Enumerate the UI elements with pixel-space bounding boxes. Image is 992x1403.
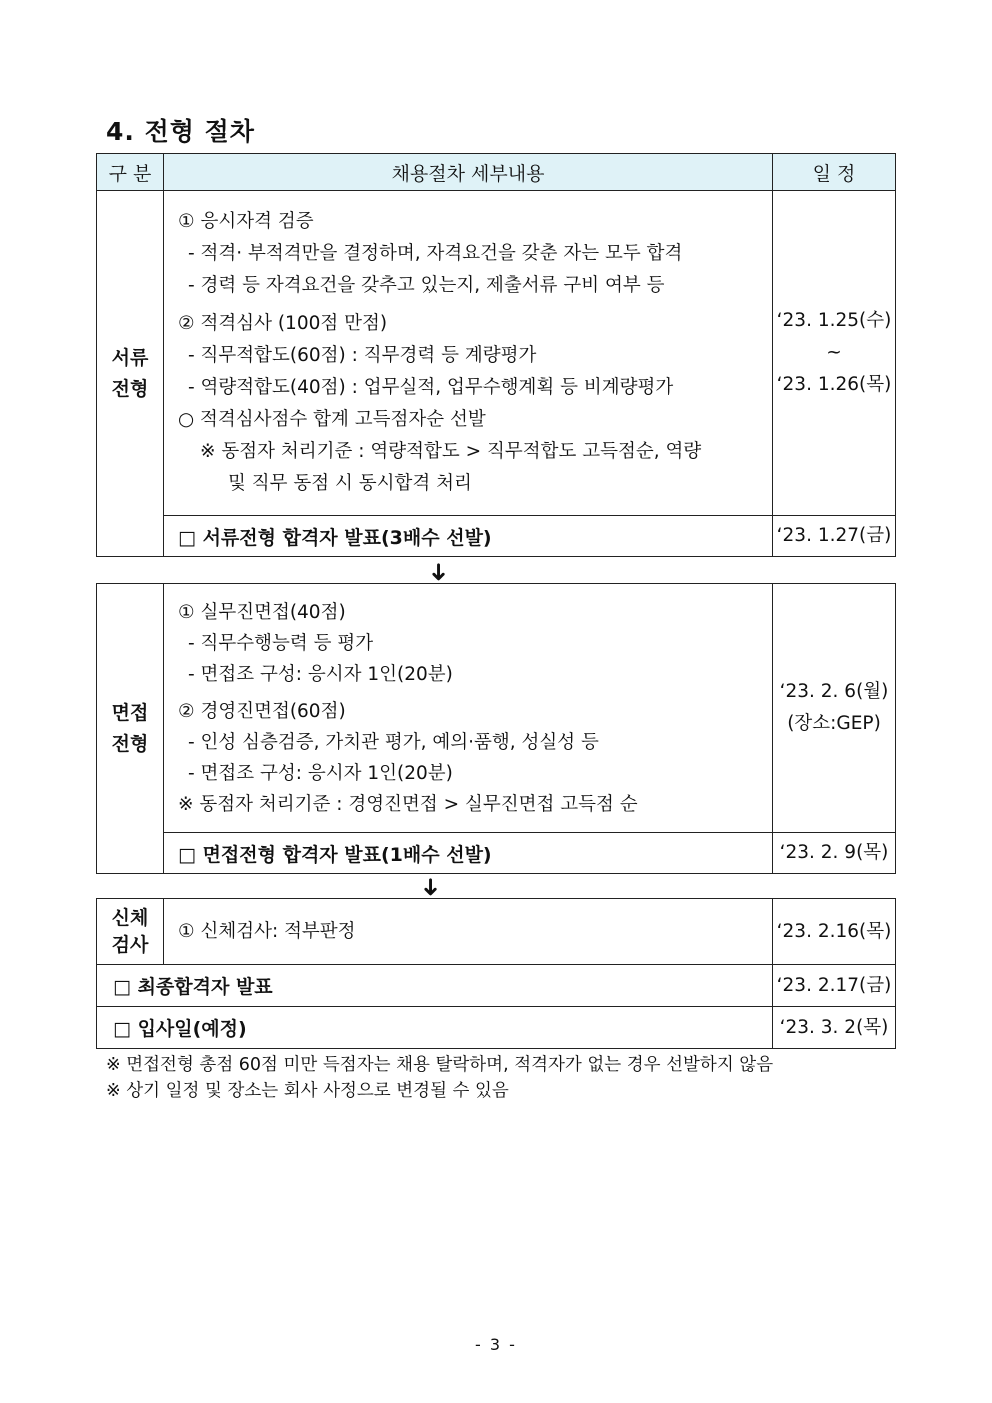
stage3-details — [164, 899, 773, 965]
footnotes — [106, 1052, 773, 1104]
detail-line: - 경력 등 자격요건을 갖추고 있는지, 제출서류 구비 여부 등 — [188, 275, 665, 296]
detail-line: ② 적격심사 (100점 만점) — [178, 313, 388, 334]
detail-line: - 직무적합도(60점) : 직무경력 등 계량평가 — [188, 345, 537, 366]
stage3-row — [97, 899, 896, 965]
footnote: ※ 상기 일정 및 장소는 회사 사정으로 변경될 수 있음 — [106, 1081, 509, 1101]
stage1-details — [164, 191, 773, 516]
stage2-announcement: □ 면접전형 합격자 발표(1배수 선발) — [164, 833, 773, 874]
header-details: 채용절차 세부내용 — [164, 154, 773, 191]
detail-line: ② 경영진면접(60점) — [178, 700, 346, 722]
stage2-row — [97, 584, 896, 833]
final-announcement: □ 최종합격자 발표 — [97, 965, 773, 1007]
detail-line: - 역량적합도(40점) : 업무실적, 업무수행계획 등 비계량평가 — [188, 377, 674, 398]
stage1-row — [97, 191, 896, 516]
detail-line: - 적격· 부적격만을 결정하며, 자격요건을 갖춘 자는 모두 합격 — [188, 243, 683, 264]
detail-line: - 직무수행능력 등 평가 — [188, 632, 374, 654]
interview-table — [96, 583, 896, 874]
join-date: ‘23. 3. 2(목) — [773, 1007, 896, 1049]
join-date-row — [97, 1007, 896, 1049]
detail-line: - 면접조 구성: 응시자 1인(20분) — [188, 663, 453, 685]
stage2-category: 면접 전형 — [97, 584, 164, 874]
detail-line: - 인성 심층검증, 가치관 평가, 예의·품행, 성실성 등 — [188, 731, 599, 753]
detail-line: ① 신체검사: 적부판정 — [178, 920, 356, 942]
down-arrow-icon: ➜ — [417, 876, 446, 898]
table-header-row — [97, 154, 896, 191]
stage1-announcement-date: ‘23. 1.27(금) — [773, 516, 896, 557]
detail-line: ① 응시자격 검증 — [178, 211, 314, 232]
stage3-schedule: ‘23. 2.16(목) — [773, 899, 896, 965]
header-schedule: 일 정 — [773, 154, 896, 191]
final-steps-table — [96, 898, 896, 1049]
stage2-announcement-row — [97, 833, 896, 874]
detail-line: ① 실무진면접(40점) — [178, 601, 346, 623]
footnote: ※ 면접전형 총점 60점 미만 득점자는 채용 탈락하며, 적격자가 없는 경우 선발하지 않음 — [106, 1055, 774, 1075]
detail-line: 및 직무 동점 시 동시합격 처리 — [228, 473, 472, 494]
stage2-details — [164, 584, 773, 833]
detail-line: ○ 적격심사점수 합계 고득점자순 선발 — [178, 409, 486, 430]
join-date-label: □ 입사일(예정) — [97, 1007, 773, 1049]
down-arrow-icon: ➜ — [425, 561, 454, 583]
final-announcement-row — [97, 965, 896, 1007]
final-announcement-date: ‘23. 2.17(금) — [773, 965, 896, 1007]
detail-line: - 면접조 구성: 응시자 1인(20분) — [188, 762, 453, 784]
page-number: - 3 - — [475, 1335, 517, 1354]
stage3-category: 신체 검사 — [97, 899, 164, 965]
section-title: 4. 전형 절차 — [106, 117, 255, 146]
stage1-category: 서류 전형 — [97, 191, 164, 557]
document-screening-table — [96, 153, 896, 557]
detail-line: ※ 동점자 처리기준 : 경영진면접 > 실무진면접 고득점 순 — [178, 793, 638, 815]
stage2-schedule: ‘23. 2. 6(월) (장소:GEP) — [773, 584, 896, 833]
header-category: 구 분 — [97, 154, 164, 191]
stage2-announcement-date: ‘23. 2. 9(목) — [773, 833, 896, 874]
detail-line: ※ 동점자 처리기준 : 역량적합도 > 직무적합도 고득점순, 역량 — [200, 441, 702, 462]
stage1-schedule: ‘23. 1.25(수) ~ ‘23. 1.26(목) — [773, 191, 896, 516]
stage1-announcement: □ 서류전형 합격자 발표(3배수 선발) — [164, 516, 773, 557]
stage1-announcement-row — [97, 516, 896, 557]
